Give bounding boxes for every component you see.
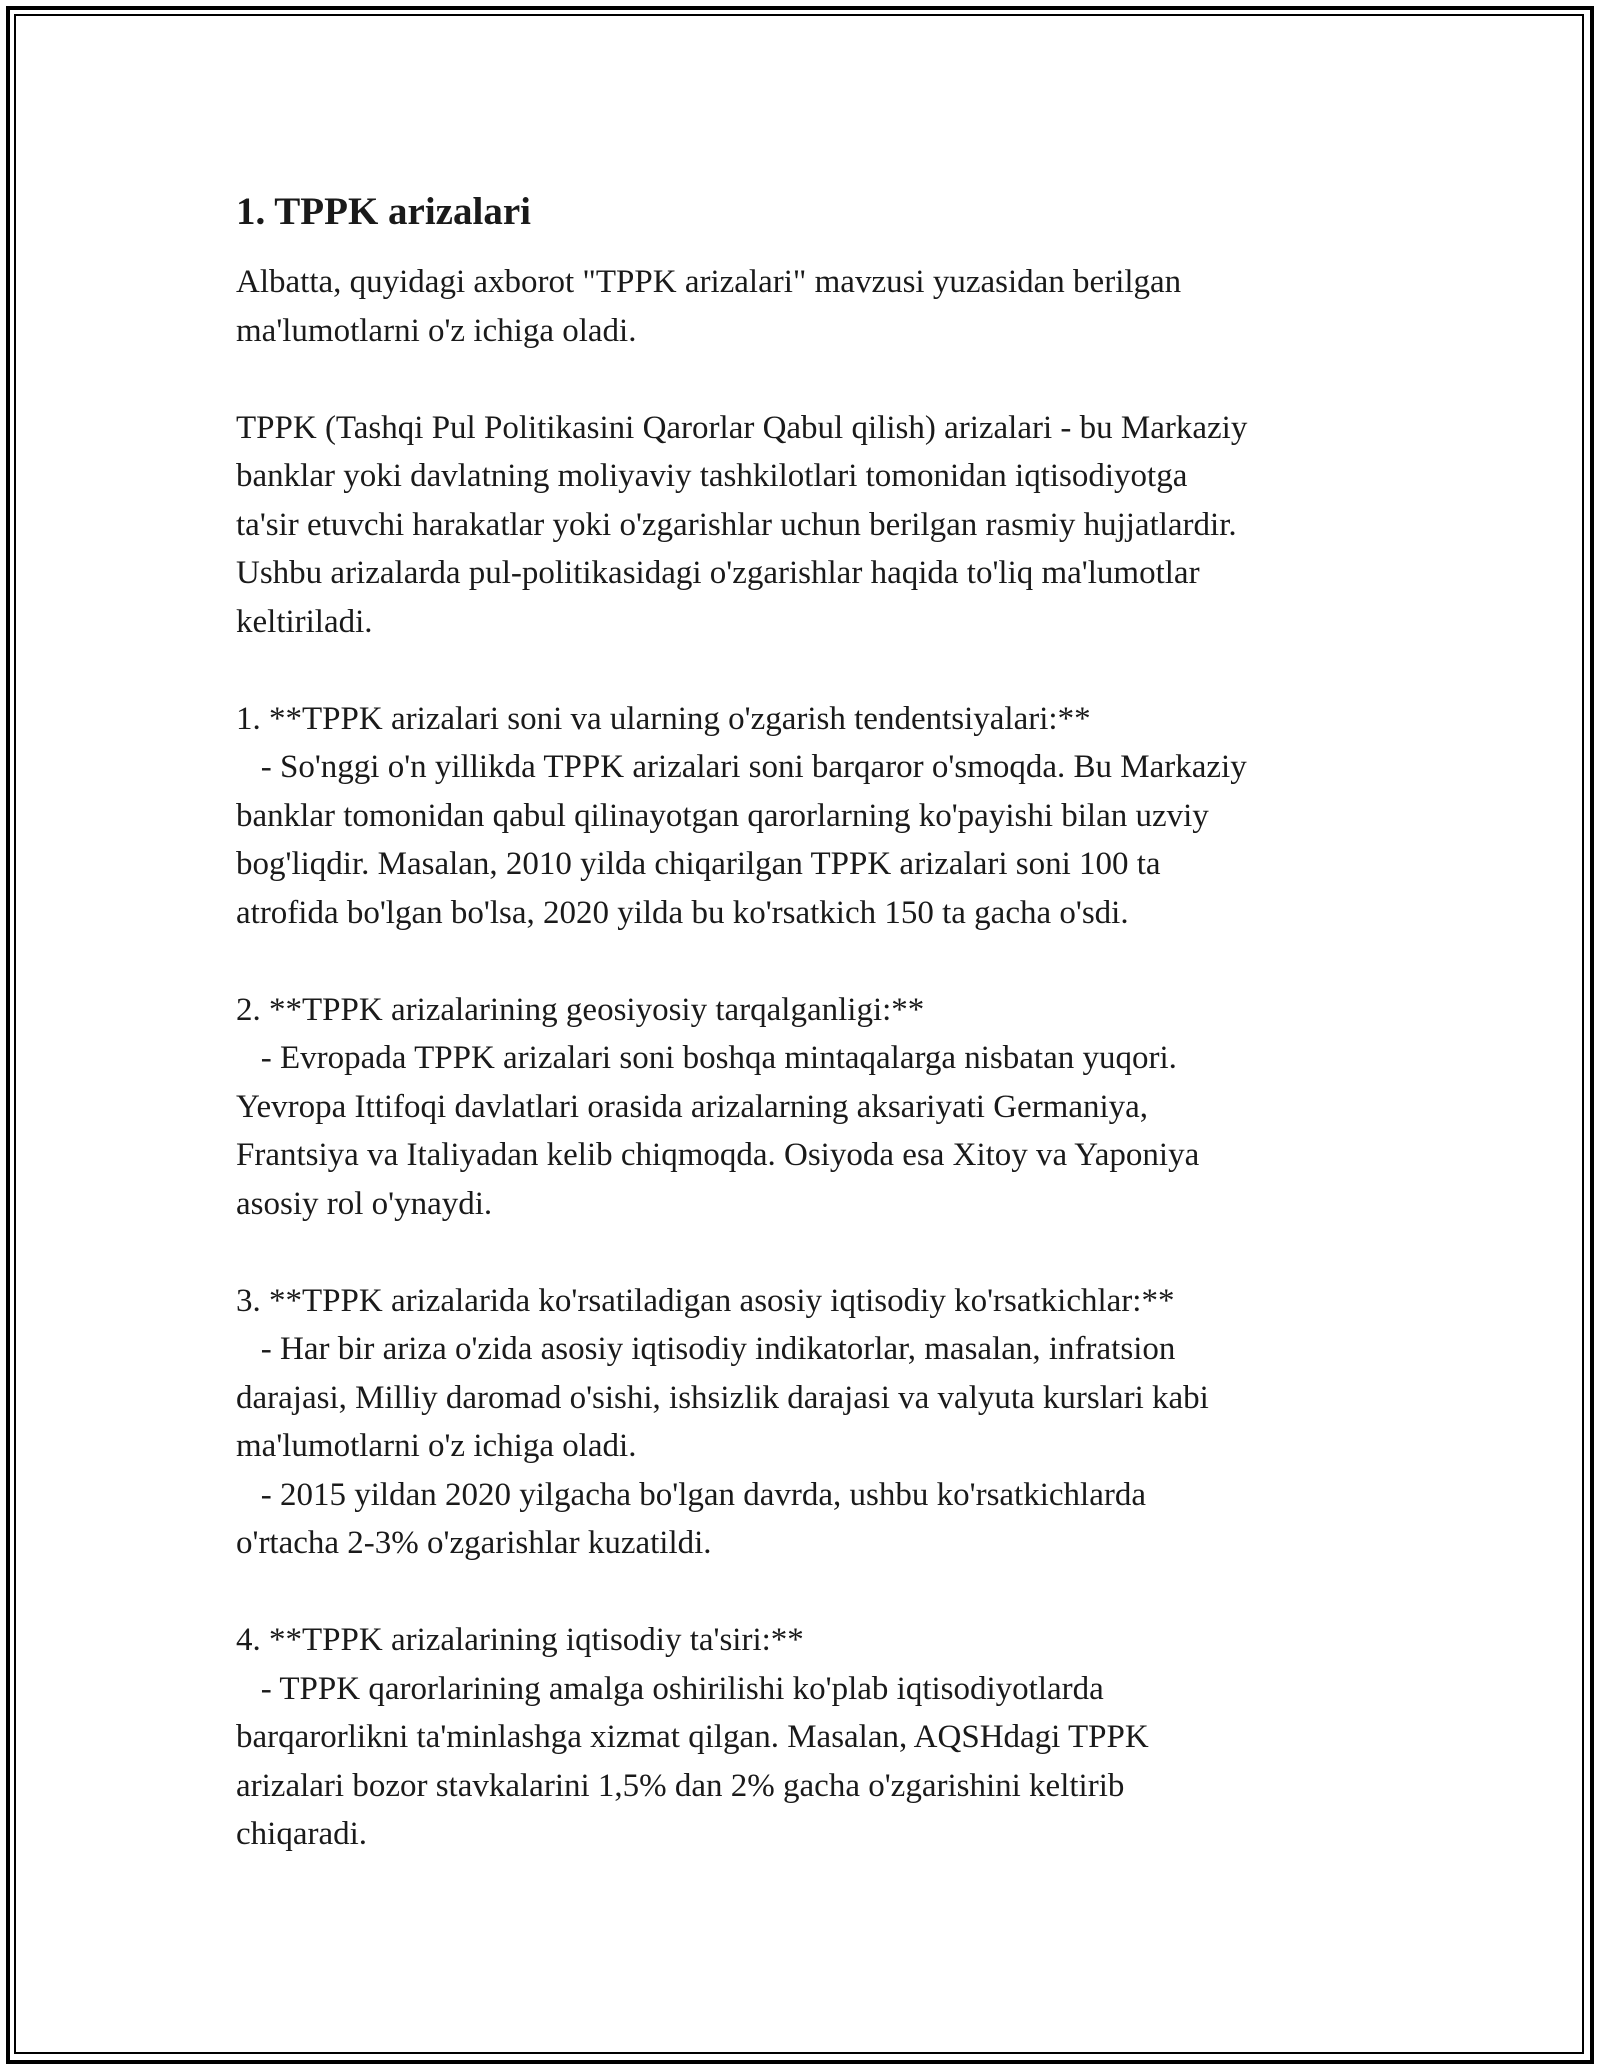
section-4-paragraph: 4. **TPPK arizalarining iqtisodiy ta'siri:** - TPPK qarorlarining amalga oshirilishi ko'plab iqtisodiyotlarda barqarorlikni ta'minlashga xizmat qilgan. Masalan, AQSHdagi TPPK arizalari bozor stavkalarini 1,5% dan 2% gacha o'zgarishini keltirib chiqaradi. <box>236 1622 1149 1852</box>
section-2-paragraph: 2. **TPPK arizalarining geosiyosiy tarqalganligi:** - Evropada TPPK arizalari soni boshqa mintaqalarga nisbatan yuqori. Yevropa Ittifoqi davlatlari orasida arizalarning aksariyati Germaniya, Frantsiya va Italiyadan kelib chiqmoqda. Osiyoda esa Xitoy va Yaponiya asosiy rol o'ynaydi. <box>236 991 1200 1222</box>
intro-paragraph: Albatta, quyidagi axborot "TPPK arizalari" mavzusi yuzasidan berilgan ma'lumotlarni o'z ichiga oladi. <box>236 264 1182 349</box>
document-title: 1. TPPK arizalari <box>236 190 531 233</box>
section-3-paragraph: 3. **TPPK arizalarida ko'rsatiladigan asosiy iqtisodiy ko'rsatkichlar:** - Har bir ariza o'zida asosiy iqtisodiy indikatorlar, masalan, infratsion darajasi, Milliy daromad o'sishi, ishsizlik darajasi va valyuta kurslari kabi ma'lumotlarni o'z ichiga oladi. - 2015 yildan 2020 yilgacha bo'lgan davrda, ushbu ko'rsatkichlarda o'rtacha 2-3% o'zgarishlar kuzatildi. <box>236 1282 1209 1561</box>
section-1-paragraph: 1. **TPPK arizalari soni va ularning o'zgarish tendentsiyalari:** - So'nggi o'n yillikda TPPK arizalari soni barqaror o'smoqda. Bu Markaziy banklar tomonidan qabul qilinayotgan qarorlarning ko'payishi bilan uzviy bog'liqdir. Masalan, 2010 yilda chiqarilgan TPPK arizalari soni 100 ta atrofida bo'lgan bo'lsa, 2020 yilda bu ko'rsatkich 150 ta gacha o'sdi. <box>236 700 1247 931</box>
document-body <box>236 188 1396 1859</box>
definition-paragraph: TPPK (Tashqi Pul Politikasini Qarorlar Qabul qilish) arizalari - bu Markaziy banklar yoki davlatning moliyaviy tashkilotlari tomonidan iqtisodiyotga ta'sir etuvchi harakatlar yoki o'zgarishlar uchun berilgan rasmiy hujjatlardir. Ushbu arizalarda pul-politikasidagi o'zgarishlar haqida to'liq ma'lumotlar keltiriladi. <box>236 409 1248 640</box>
